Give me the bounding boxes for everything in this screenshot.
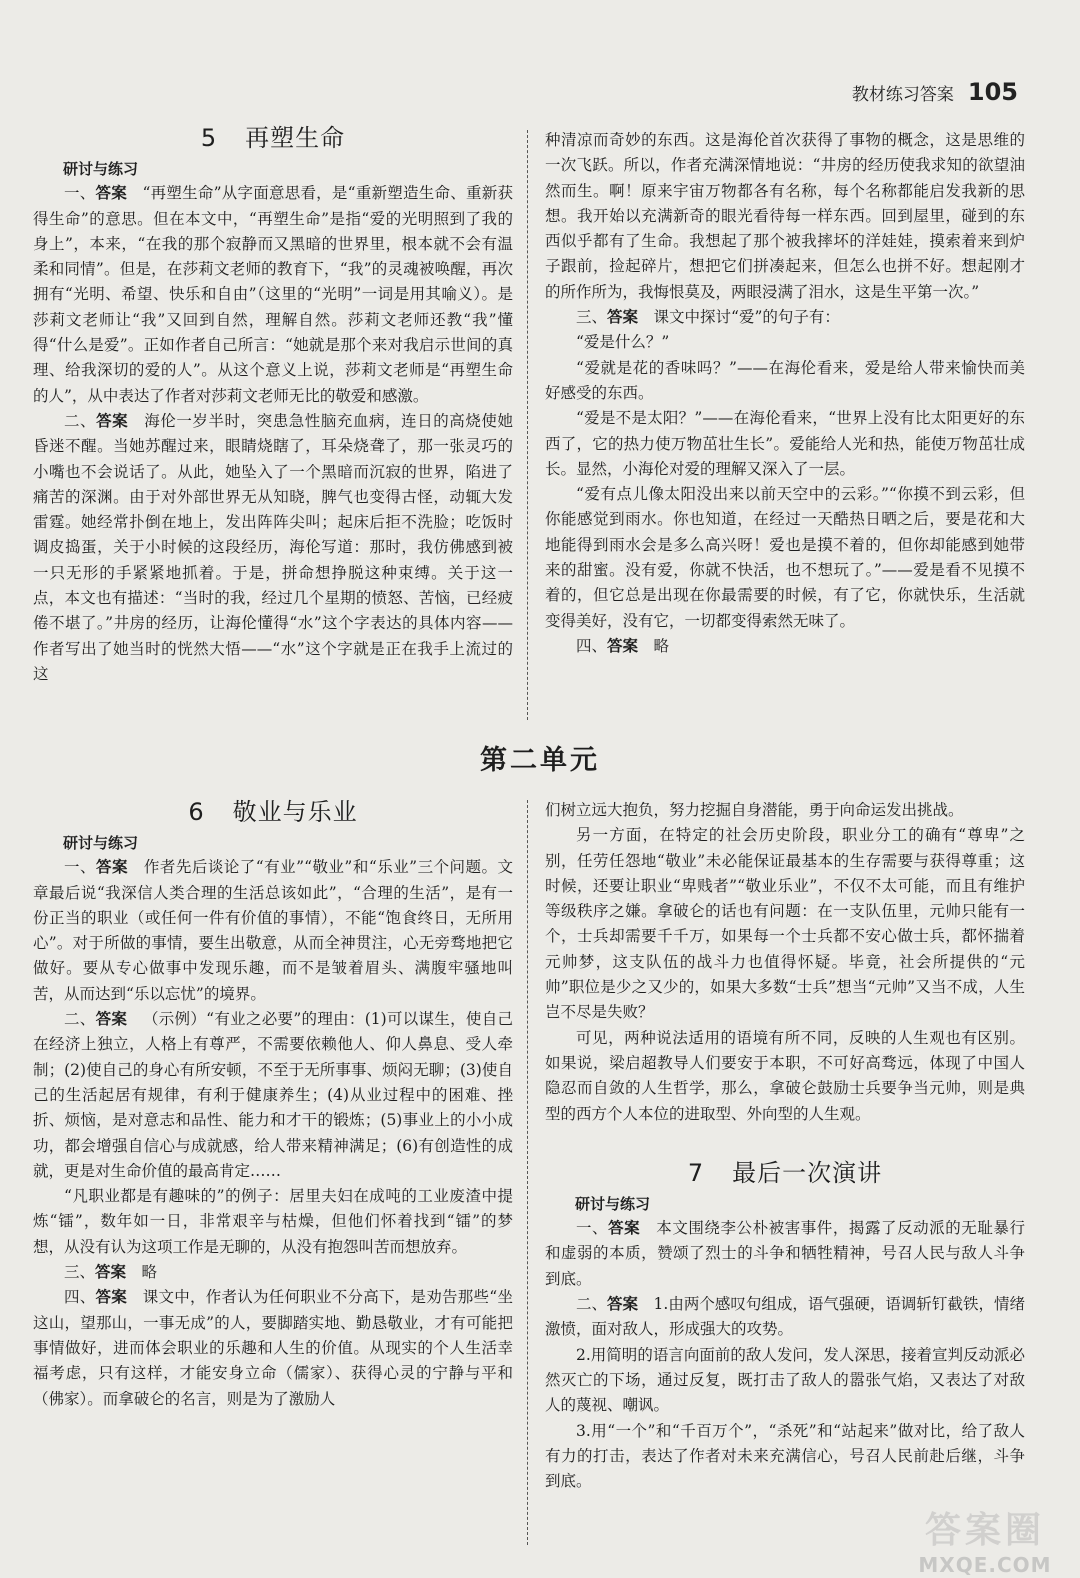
paragraph	[33, 1184, 513, 1260]
paragraph	[33, 409, 513, 687]
question-number: 二、	[64, 411, 97, 430]
paragraph	[33, 855, 513, 1007]
question-number: 一、	[64, 184, 96, 203]
paragraph-text: 课文中探讨“爱”的句子有：	[653, 308, 840, 327]
paragraph	[545, 1026, 1025, 1127]
lesson7-title-text: 最后一次演讲	[732, 1158, 883, 1187]
question-number: 一、	[576, 1219, 609, 1238]
watermark-logo	[900, 1502, 1070, 1577]
answer-label: 答案	[95, 1288, 128, 1307]
lesson7-paragraphs	[545, 1216, 1025, 1494]
answer-label: 答案	[95, 1263, 127, 1282]
lesson5-right-column	[545, 128, 1025, 659]
paragraph-text: “爱有点儿像太阳没出来以前天空中的云彩。”“你摸不到云彩，但你能感觉到雨水。你也知道，在经过一天酷热日晒之后，要是花和大地能得到雨水会是多么高兴呀！爱也是摸不着的，但你却能感到她带来的甜蜜。没有爱，你就不快活，也不想玩了。”——爱是看不见摸不着的，但它总是出现在你最需要的时候，有了它，你就快乐，生活就变得美好，没有它，一切都变得索然无味了。	[545, 485, 1025, 630]
paragraph-text: “爱是不是太阳？”——在海伦看来，“世界上没有比太阳更好的东西了，它的热力使万物茁壮生长”。爱能给人光和热，能使万物茁壮成长。显然，小海伦对爱的理解又深入了一层。	[545, 409, 1025, 478]
paragraph	[545, 356, 1025, 407]
paragraph-text: 1.由两个感叹句组成，语气强硬，语调斩钉截铁，情绪激愤，面对敌人，形成强大的攻势。	[545, 1295, 1025, 1339]
paragraph-text: 2.用简明的语言向面前的敌人发问，发人深思，接着宣判反动派必然灭亡的下场，通过反复，既打击了敌人的嚣张气焰，又表达了对敌人的蔑视、嘲讽。	[545, 1345, 1025, 1415]
question-number: 一、	[64, 858, 96, 877]
lesson6-subtitle: 研讨与练习	[63, 834, 139, 853]
paragraph	[545, 1343, 1025, 1419]
question-number: 三、	[64, 1263, 96, 1282]
question-number: 二、	[64, 1010, 96, 1029]
paragraph-text: 本文围绕李公朴被害事件，揭露了反动派的无耻暴行和虚弱的本质，赞颂了烈士的斗争和牺牲精神，号召人民与敌人斗争到底。	[545, 1219, 1025, 1288]
paragraph-text: 们树立远大抱负，努力挖掘自身潜能，勇于向命运发出挑战。	[545, 801, 964, 819]
paragraph	[545, 823, 1025, 1025]
paragraph	[545, 798, 1025, 823]
paragraph	[545, 330, 1025, 355]
paragraph	[545, 406, 1025, 482]
paragraph	[545, 1419, 1025, 1495]
lesson6-right-column	[545, 798, 1025, 1494]
unit-title: 第二单元	[480, 745, 600, 776]
paragraph	[545, 128, 1025, 305]
answer-label: 答案	[607, 1295, 639, 1314]
answer-label: 答案	[95, 184, 127, 203]
lesson6-left-column	[33, 800, 513, 1412]
lesson7-subtitle: 研讨与练习	[575, 1195, 651, 1214]
answer-label: 答案	[95, 858, 128, 877]
paragraph-text: “爱是什么？”	[576, 333, 670, 352]
lesson5-left-column	[33, 126, 513, 687]
paragraph-text: “再塑生命”从字面意思看，是“重新塑造生命、重新获得生命”的意思。但在本文中，“再塑生命”是指“爱的光明照到了我的身上”，本来，“在我的那个寂静而又黑暗的世界里，根本就不会有温柔和同情”。但是，在莎莉文老师的教育下，“我”的灵魂被唤醒，再次拥有“光明、希望、快乐和自由”（这里的“光明”一词是用其喻义）。是莎莉文老师让“我”又回到自然，理解自然。莎莉文老师还教“我”懂得“什么是爱”。正如作者自己所言：“她就是那个来对我启示世间的真理、给我深切的爱的人”。从这个意义上说，莎莉文老师是“再塑生命的人”，从中表达了作者对莎莉文老师无比的敬爱和感激。	[33, 184, 513, 405]
paragraph-text: 3.用“一个”和“千百万个”，“杀死”和“站起来”做对比，给了敌人有力的打击，表达了作者对未来充满信心，号召人民前赴后继，斗争到底。	[545, 1421, 1025, 1491]
paragraph-text: 略	[141, 1263, 158, 1282]
paragraph	[545, 305, 1025, 330]
page-number: 105	[967, 78, 1018, 106]
lesson5-right-paragraphs	[545, 128, 1025, 659]
watermark-bottom: MXQE.COM	[918, 1553, 1052, 1577]
paragraph-text: 可见，两种说法适用的语境有所不同，反映的人生观也有区别。如果说，梁启超教导人们要安于本职，不可好高骛远，体现了中国人隐忍而自敛的人生哲学，那么，拿破仑鼓励士兵要争当元帅，则是典型的西方个人本位的进取型、外向型的人生观。	[545, 1028, 1025, 1123]
paragraph	[33, 1007, 513, 1184]
answer-label: 答案	[607, 308, 639, 327]
lesson5-number: 5	[200, 124, 218, 152]
question-number: 二、	[576, 1295, 608, 1314]
paragraph-text: （示例）“有业之必要”的理由：(1)可以谋生，使自己在经济上独立，人格上有尊严，不需要依赖他人、仰人鼻息、受人牵制；(2)使自己的身心有所安顿，不至于无所事事、烦闷无聊；(3)使自己的生活起居有规律，有利于健康养生；(4)从业过程中的困难、挫折、烦恼，是对意志和品性、能力和才干的锻炼；(5)事业上的小小成功，都会增强自信心与成就感，给人带来精神满足；(6)有创造性的成就，更是对生命价值的最高肯定……	[33, 1010, 513, 1180]
lesson7-title	[545, 1158, 1025, 1187]
answer-label: 答案	[607, 636, 639, 655]
lesson5-title	[33, 126, 513, 151]
column-divider-top	[527, 130, 528, 720]
lesson6-title	[33, 800, 513, 825]
paragraph	[33, 181, 513, 409]
column-divider-bottom	[527, 800, 528, 1545]
paragraph	[33, 1285, 513, 1411]
paragraph-text: 略	[653, 636, 670, 655]
answer-label: 答案	[608, 1219, 641, 1238]
lesson6-right-paragraphs	[545, 798, 1025, 1127]
paragraph-text: “爱就是花的香味吗？”——在海伦看来，爱是给人带来愉快而美好感受的东西。	[545, 358, 1025, 402]
paragraph-text: “凡职业都是有趣味的”的例子：居里夫妇在成吨的工业废渣中提炼“镭”，数年如一日，非常艰辛与枯燥，但他们怀着找到“镭”的梦想，从没有认为这项工作是无聊的，从没有抱怨叫苦而想放弃。	[33, 1187, 513, 1256]
lesson6-number: 6	[188, 798, 205, 826]
paragraph	[545, 1216, 1025, 1292]
lesson5-title-text: 再塑生命	[245, 124, 346, 152]
page-header	[852, 78, 1018, 106]
answer-label: 答案	[96, 411, 129, 430]
lesson6-left-paragraphs	[33, 855, 513, 1412]
lesson5-subtitle: 研讨与练习	[63, 160, 139, 179]
paragraph	[33, 1260, 513, 1285]
question-number: 四、	[64, 1288, 96, 1307]
watermark-top: 答案圈	[924, 1510, 1045, 1551]
paragraph-text: 作者先后谈论了“有业”“敬业”和“乐业”三个问题。文章最后说“我深信人类合理的生活总该如此”，“合理的生活”，是有一份正当的职业（或任何一件有价值的事情），不能“饱食终日，无所用心”。对于所做的事情，要生出敬意，从而全神贯注，心无旁骛地把它做好。要从专心做事中发现乐趣，而不是皱着眉头、满腹牢骚地叫苦，从而达到“乐以忘忧”的境界。	[33, 858, 513, 1003]
answer-label: 答案	[95, 1010, 128, 1029]
question-number: 四、	[576, 636, 608, 655]
paragraph-text: 课文中，作者认为任何职业不分高下，是劝告那些“坐这山，望那山，一事无成”的人，要脚踏实地、勤恳敬业，才有可能把事情做好，进而体会职业的乐趣和人生的价值。从现实的个人生活幸福考虑，只有这样，才能安身立命（儒家）、获得心灵的宁静与平和（佛家）。而拿破仑的名言，则是为了激励人	[33, 1288, 513, 1408]
paragraph-text: 海伦一岁半时，突患急性脑充血病，连日的高烧使她昏迷不醒。当她苏醒过来，眼睛烧瞎了，耳朵烧聋了，那一张灵巧的小嘴也不会说话了。从此，她坠入了一个黑暗而沉寂的世界，陷进了痛苦的深渊。由于对外部世界无从知晓，脾气也变得古怪，动辄大发雷霆。她经常扑倒在地上，发出阵阵尖叫；起床后拒不洗脸；吃饭时调皮捣蛋，关于小时候的这段经历，海伦写道：那时，我仿佛感到被一只无形的手紧紧地抓着。于是，拼命想挣脱这种束缚。关于这一点，本文也有描述：“当时的我，经过几个星期的愤怒、苦恼，已经疲倦不堪了。”井房的经历，让海伦懂得“水”这个字表达的具体内容——作者写出了她当时的恍然大悟——“水”这个字就是正在我手上流过的这	[33, 411, 513, 683]
paragraph	[545, 1292, 1025, 1343]
paragraph	[545, 482, 1025, 634]
paragraph-text: 另一方面，在特定的社会历史阶段，职业分工的确有“尊卑”之别，任劳任怨地“敬业”未必能保证最基本的生存需要与获得尊重；这时候，还要让职业“卑贱者”“敬业乐业”，不仅不太可能，而且有维护等级秩序之嫌。拿破仑的话也有问题：在一支队伍里，元帅只能有一个，士兵却需要千千万，如果每一个士兵都不安心做士兵，都怀揣着元帅梦，这支队伍的战斗力也值得怀疑。毕竟，社会所提供的“元帅”职位是少之又少的，如果大多数“士兵”想当“元帅”又当不成，人生岂不尽是失败？	[545, 826, 1025, 1022]
paragraph-text: 种清凉而奇妙的东西。这是海伦首次获得了事物的概念，这是思维的一次飞跃。所以，作者充满深情地说：“井房的经历使我求知的欲望油然而生。啊！原来宇宙万物都各有名称，每个名称都能启发我新的思想。我开始以充满新奇的眼光看待每一样东西。回到屋里，碰到的东西似乎都有了生命。我想起了那个被我摔坏的洋娃娃，摸索着来到炉子跟前，捡起碎片，想把它们拼凑起来，但怎么也拼不好。想起刚才的所作所为，我悔恨莫及，两眼浸满了泪水，这是生平第一次。”	[545, 131, 1025, 301]
header-label: 教材练习答案	[851, 85, 954, 105]
lesson7-number: 7	[687, 1158, 705, 1187]
lesson6-title-text: 敬业与乐业	[232, 798, 358, 826]
lesson5-left-paragraphs	[33, 181, 513, 687]
paragraph	[545, 634, 1025, 659]
question-number: 三、	[576, 308, 608, 327]
